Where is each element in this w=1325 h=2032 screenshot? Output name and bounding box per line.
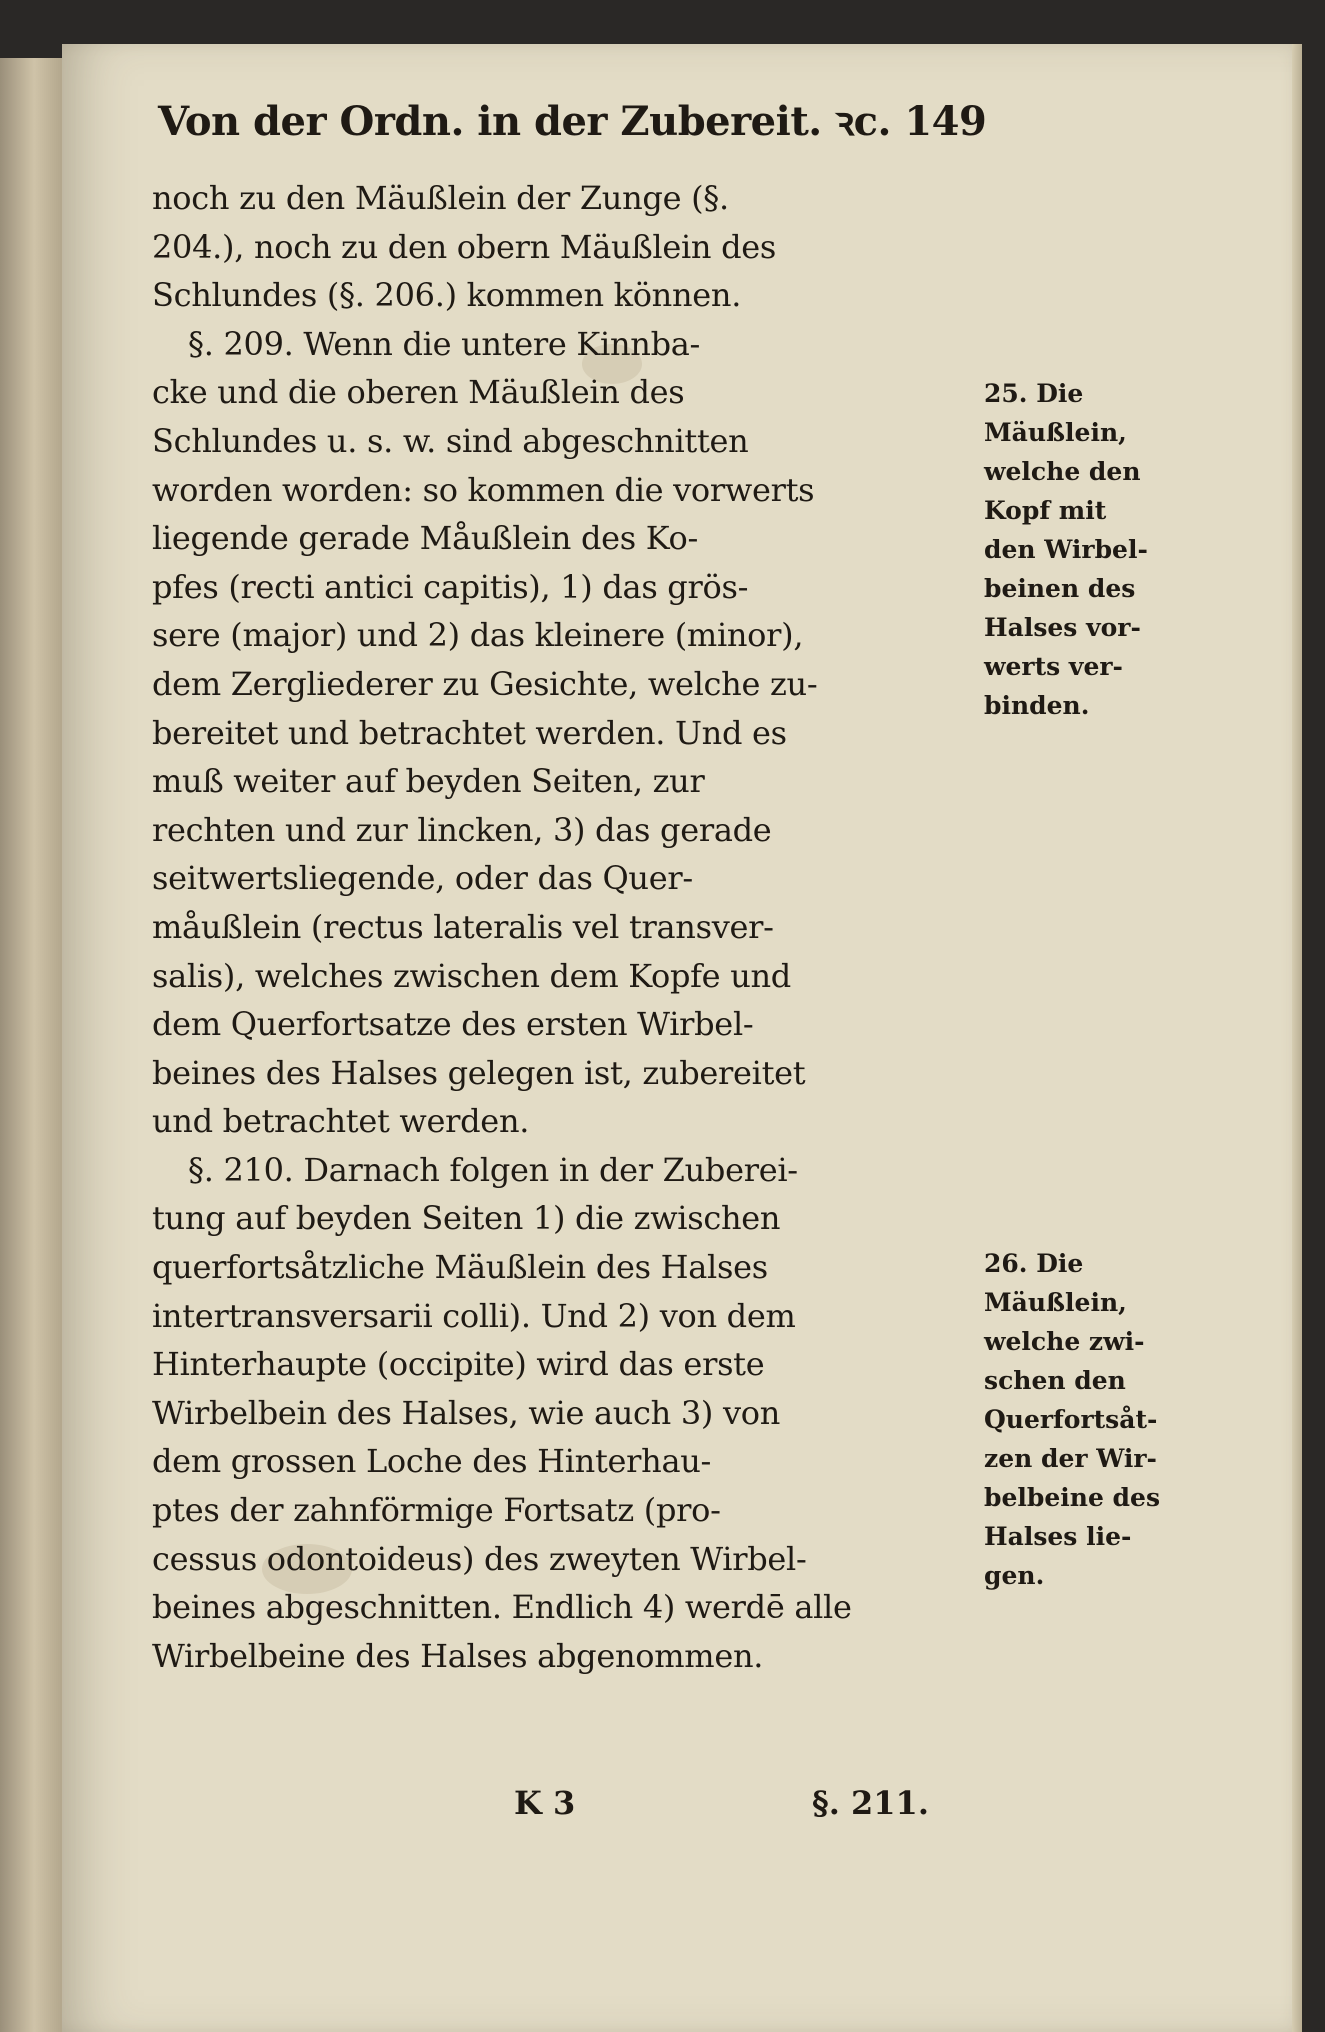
margin-note-26 [984, 1244, 1174, 1595]
margin-note-line: beinen des [984, 574, 1136, 603]
text-line: Wirbelbein des Halses, wie auch 3) von [152, 1393, 781, 1432]
text-line: 204.), noch zu den obern Mäußlein des [152, 227, 777, 266]
margin-note-line: den Wirbel- [984, 535, 1148, 564]
text-line: dem Zergliederer zu Gesichte, welche zu- [152, 664, 818, 703]
text-line: worden worden: so kommen die vorwerts [152, 470, 815, 509]
catchword: §. 211. [812, 1784, 929, 1822]
margin-note-line: 26. Die [984, 1249, 1084, 1278]
text-line: und betrachtet werden. [152, 1102, 530, 1141]
text-line: querfortsåtzliche Mäußlein des Halses [152, 1248, 768, 1287]
main-text-block [152, 174, 974, 1680]
text-line: liegende gerade Måußlein des Ko- [152, 519, 698, 558]
text-line: dem grossen Loche des Hinterhau- [152, 1442, 712, 1481]
margin-note-line: Halses lie- [984, 1522, 1132, 1551]
text-line: Wirbelbeine des Halses abgenommen. [152, 1636, 764, 1675]
text-line: dem Querfortsatze des ersten Wirbel- [152, 1005, 754, 1044]
page-edge [1292, 44, 1302, 2032]
text-line: muß weiter auf beyden Seiten, zur [152, 762, 705, 801]
text-line: sere (major) und 2) das kleinere (minor), [152, 616, 804, 655]
text-line: intertransversarii colli). Und 2) von dem [152, 1296, 796, 1335]
text-line: beines abgeschnitten. Endlich 4) werdē alle [152, 1588, 852, 1627]
margin-note-line: Querfortsåt- [984, 1405, 1158, 1434]
margin-note-line: belbeine des [984, 1483, 1161, 1512]
margin-note-25 [984, 374, 1174, 725]
text-line: Hinterhaupte (occipite) wird das erste [152, 1345, 765, 1384]
text-line: ptes der zahnförmige Fortsatz (pro- [152, 1491, 721, 1530]
book-page [62, 44, 1302, 2032]
margin-note-line: welche den [984, 457, 1141, 486]
text-line: bereitet und betrachtet werden. Und es [152, 713, 787, 752]
text-line: Schlundes u. s. w. sind abgeschnitten [152, 421, 749, 460]
text-line: Schlundes (§. 206.) kommen können. [152, 276, 742, 315]
text-line: seitwertsliegende, oder das Quer- [152, 859, 693, 898]
signature-mark: K 3 [514, 1784, 576, 1822]
text-line: tung auf beyden Seiten 1) die zwischen [152, 1199, 781, 1238]
page-footer [62, 1784, 1302, 1834]
margin-note-line: binden. [984, 691, 1090, 720]
text-line: salis), welches zwischen dem Kopfe und [152, 956, 791, 995]
margin-note-line: Kopf mit [984, 496, 1107, 525]
text-line: rechten und zur lincken, 3) das gerade [152, 810, 772, 849]
text-line: måußlein (rectus lateralis vel transver- [152, 907, 774, 946]
margin-note-line: Mäußlein, [984, 1288, 1127, 1317]
margin-note-line: Mäußlein, [984, 418, 1127, 447]
text-line: noch zu den Mäußlein der Zunge (§. [152, 179, 729, 217]
running-head: Von der Ordn. in der Zubereit. ꝛc. 149 [158, 98, 987, 145]
margin-note-line: schen den [984, 1366, 1126, 1395]
text-line: cessus odontoideus) des zweyten Wirbel- [152, 1539, 807, 1578]
text-line: cke und die oberen Mäußlein des [152, 373, 685, 412]
margin-note-line: 25. Die [984, 379, 1084, 408]
text-line: §. 210. Darnach folgen in der Zuberei- [188, 1150, 798, 1189]
margin-note-line: gen. [984, 1561, 1045, 1590]
margin-note-line: werts ver- [984, 652, 1123, 681]
margin-note-line: welche zwi- [984, 1327, 1145, 1356]
previous-page-edge [0, 58, 62, 2032]
text-line: pfes (recti antici capitis), 1) das grös- [152, 567, 749, 606]
text-line: §. 209. Wenn die untere Kinnba- [188, 324, 701, 363]
margin-note-line: Halses vor- [984, 613, 1141, 642]
text-line: beines des Halses gelegen ist, zubereitet [152, 1053, 806, 1092]
margin-note-line: zen der Wir- [984, 1444, 1157, 1473]
